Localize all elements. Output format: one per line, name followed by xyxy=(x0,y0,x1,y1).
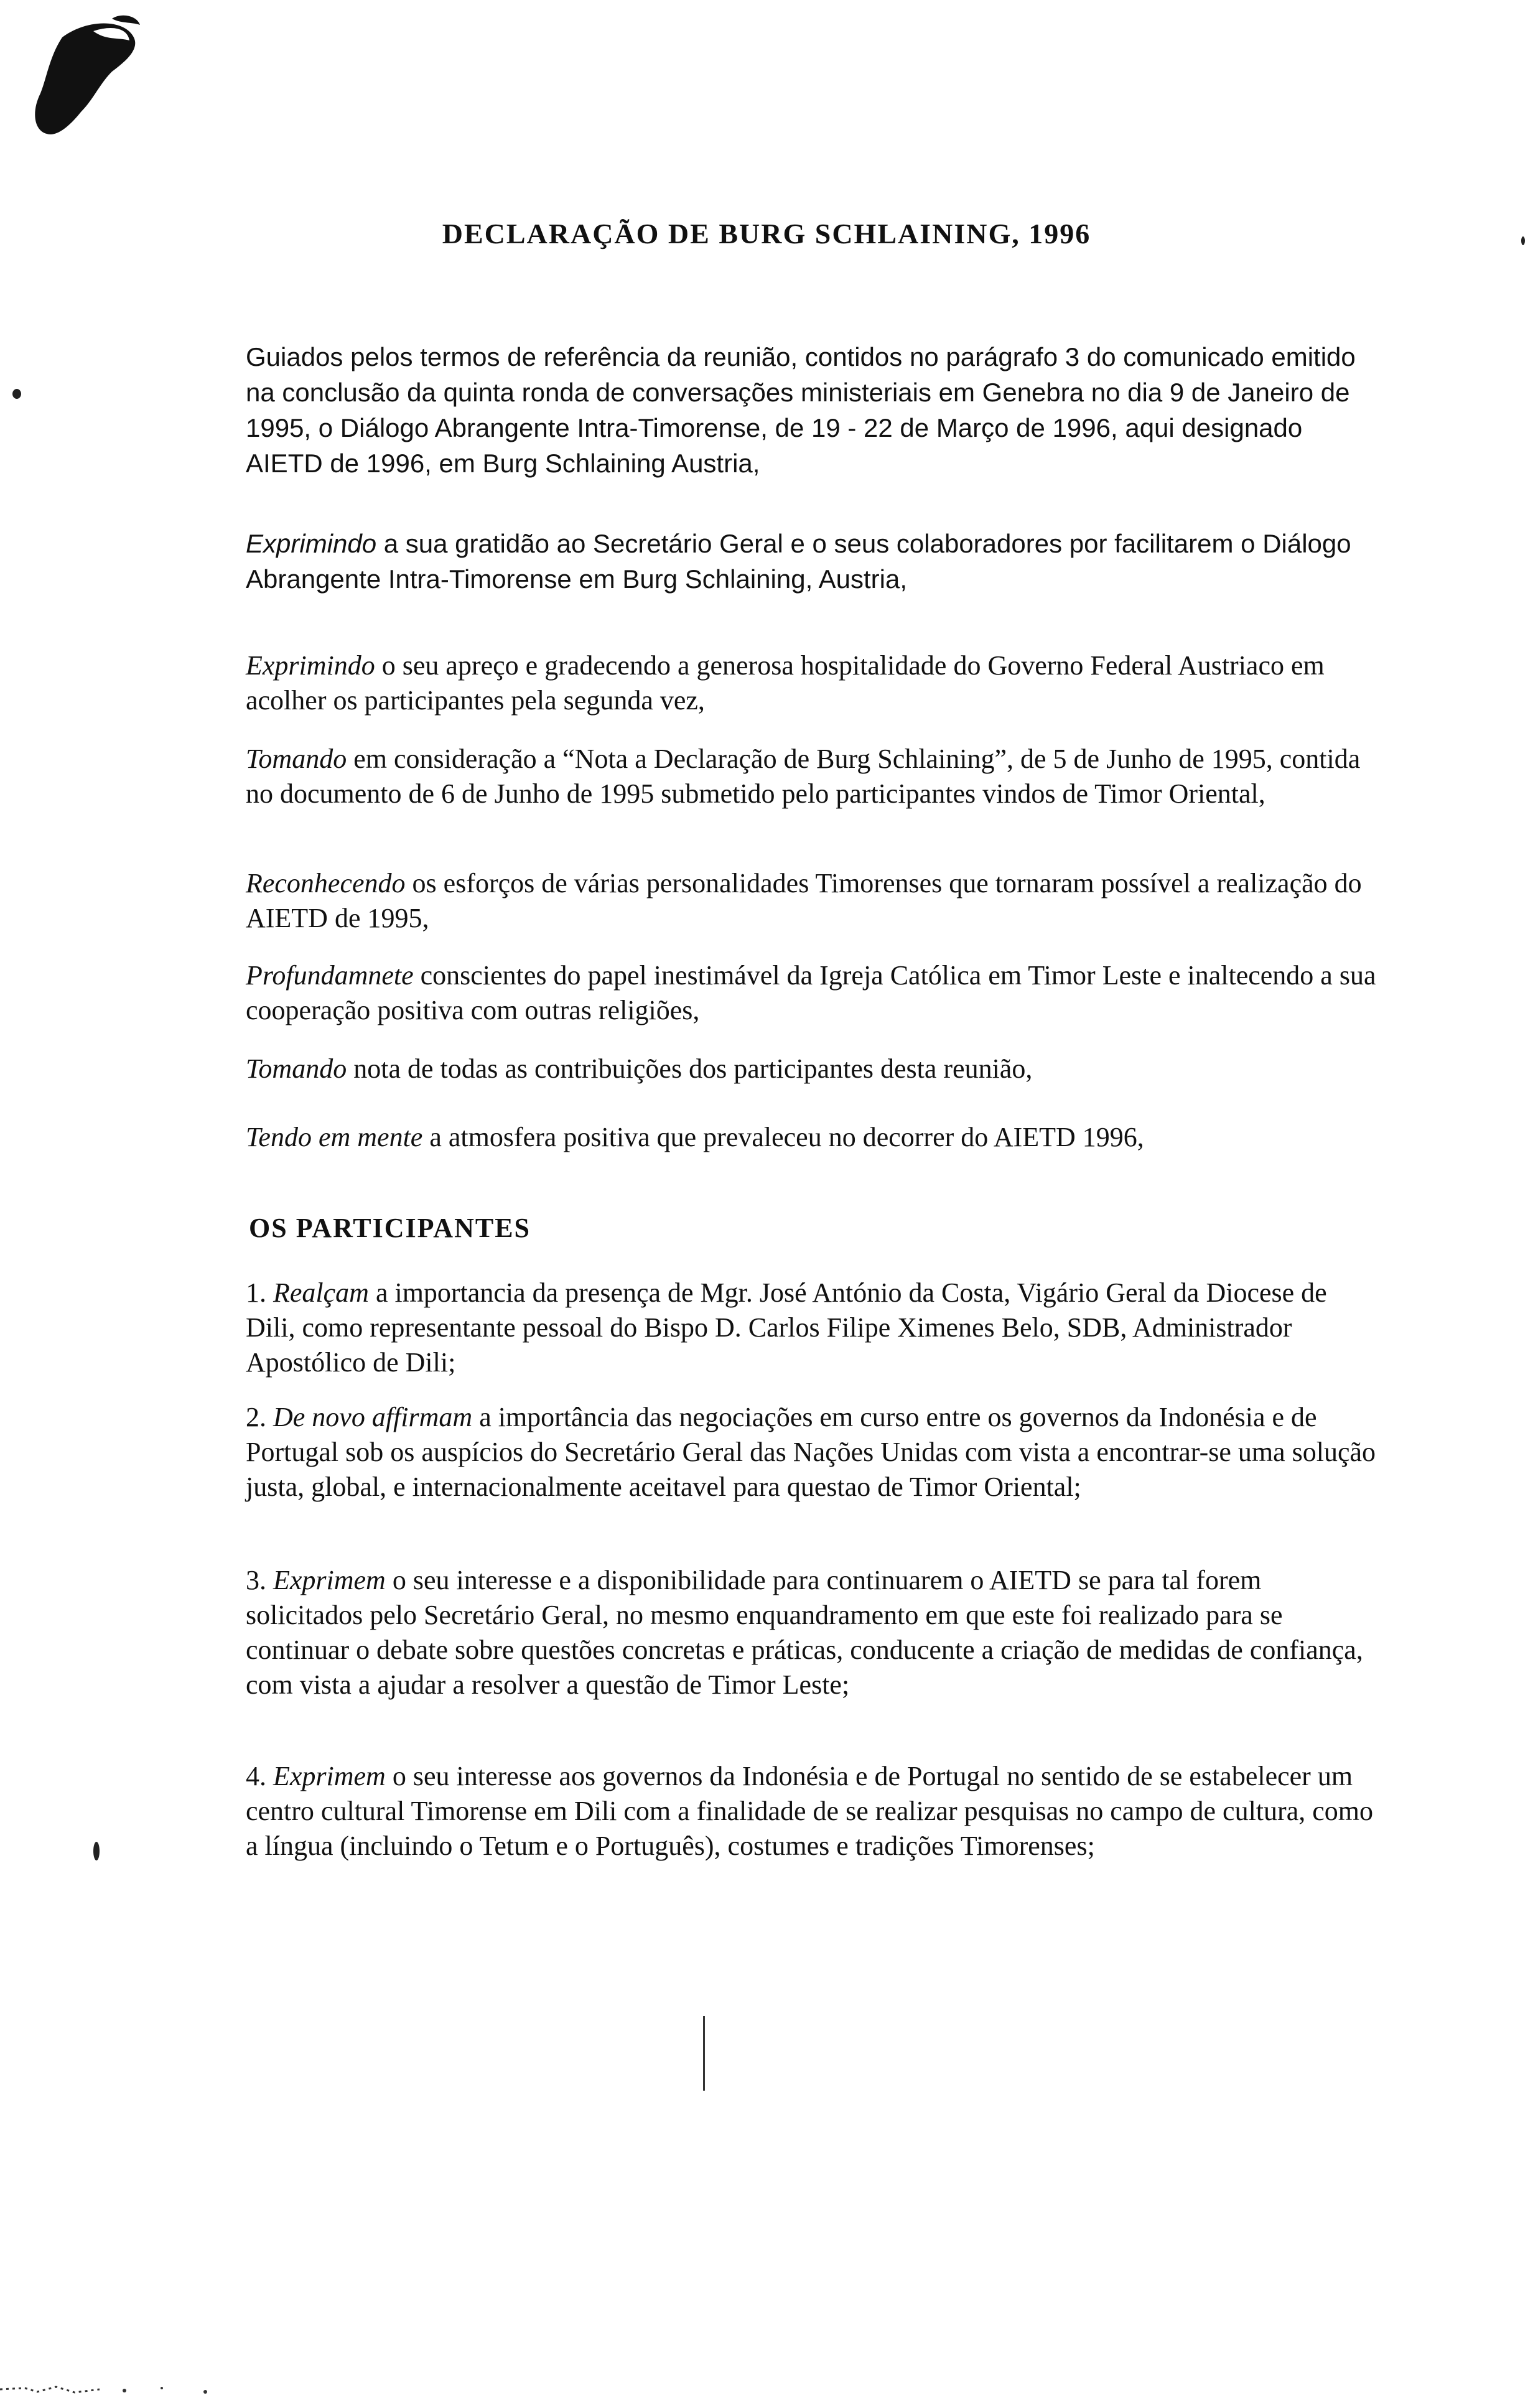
item-lead: Exprimem xyxy=(273,1761,386,1791)
scan-line-artifact xyxy=(703,2016,705,2091)
paragraph-lead: Tomando xyxy=(246,1053,347,1084)
item-number: 3. xyxy=(246,1565,273,1595)
item-text: a importancia da presença de Mgr. José António da Costa, Vigário Geral da Diocese de Dili, como representante pessoal do Bispo D. Carlos Filipe Ximenes Belo, SDB, Administrador Apostólico de Dili; xyxy=(246,1277,1327,1378)
item-text: o seu interesse e a disponibilidade para continuarem o AIETD se para tal forem solicitados pelo Secretário Geral, no mesmo enquandramento em que este foi realizado para se continuar o debate sobre questões concretas e práticas, conducente a criação de medidas de confiança, com vista a ajudar a resolver a questão de Timor Leste; xyxy=(246,1565,1363,1700)
intro-paragraph xyxy=(246,526,1378,597)
paragraph-lead: Profundamnete xyxy=(246,960,414,991)
paragraph-lead: Tendo em mente xyxy=(246,1122,423,1152)
scan-speck xyxy=(93,1842,100,1860)
document-title: DECLARAÇÃO DE BURG SCHLAINING, 1996 xyxy=(442,217,1091,250)
item-text: a importância das negociações em curso entre os governos da Indonésia e de Portugal sob os auspícios do Secretário Geral das Nações Unidas com vista a encontrar-se uma solução justa, global, e internacionalmente aceitavel para questao de Timor Oriental; xyxy=(246,1402,1376,1502)
numbered-item xyxy=(246,1759,1378,1864)
paragraph-text: a atmosfera positiva que prevaleceu no decorrer do AIETD 1996, xyxy=(422,1122,1144,1152)
numbered-item xyxy=(246,1276,1378,1380)
intro-paragraph xyxy=(246,866,1378,936)
item-lead: Realçam xyxy=(273,1277,369,1308)
paragraph-lead: Tomando xyxy=(246,744,347,774)
paragraph-text: nota de todas as contribuições dos participantes desta reunião, xyxy=(347,1053,1033,1084)
item-number: 1. xyxy=(246,1277,273,1308)
paragraph-lead: Exprimindo xyxy=(246,529,377,558)
paragraph-text: conscientes do papel inestimável da Igreja Católica em Timor Leste e inaltecendo a sua cooperação positiva com outras religiões, xyxy=(246,960,1376,1025)
item-number: 2. xyxy=(246,1402,273,1432)
intro-paragraph xyxy=(246,742,1378,811)
section-heading: OS PARTICIPANTES xyxy=(249,1213,531,1243)
scan-speck xyxy=(12,389,21,399)
numbered-item xyxy=(246,1563,1378,1702)
scan-noise xyxy=(0,2364,373,2402)
paragraph-text: Guiados pelos termos de referência da reunião, contidos no parágrafo 3 do comunicado emitido na conclusão da quinta ronda de conversações ministeriais em Genebra no dia 9 de Janeiro de 1995, o Diálogo Abrangente Intra-Timorense, de 19 - 22 de Março de 1996, aqui designado AIETD de 1996, em Burg Schlaining Austria, xyxy=(246,342,1356,478)
intro-paragraph xyxy=(246,648,1378,718)
intro-paragraph xyxy=(246,339,1378,481)
item-lead: Exprimem xyxy=(273,1565,386,1595)
intro-paragraph xyxy=(246,958,1378,1028)
numbered-item xyxy=(246,1400,1378,1505)
item-lead: De novo affirmam xyxy=(273,1402,473,1432)
paragraph-text: em consideração a “Nota a Declaração de Burg Schlaining”, de 5 de Junho de 1995, contida no documento de 6 de Junho de 1995 submetido pelo participantes vindos de Timor Oriental, xyxy=(246,744,1361,809)
intro-paragraph xyxy=(246,1120,1378,1155)
paragraph-lead: Exprimindo xyxy=(246,650,375,681)
paragraph-lead: Reconhecendo xyxy=(246,868,406,898)
ink-blot-mark xyxy=(19,12,143,174)
intro-paragraph xyxy=(246,1052,1378,1086)
item-text: o seu interesse aos governos da Indonésia e de Portugal no sentido de se estabelecer um centro cultural Timorense em Dili com a finalidade de se realizar pesquisas no campo de cultura, como a língua (incluindo o Tetum e o Português), costumes e tradições Timorenses; xyxy=(246,1761,1373,1861)
paragraph-text: o seu apreço e gradecendo a generosa hospitalidade do Governo Federal Austriaco em acolher os participantes pela segunda vez, xyxy=(246,650,1325,716)
paragraph-text: os esforços de várias personalidades Timorenses que tornaram possível a realização do AIETD de 1995, xyxy=(246,868,1362,933)
item-number: 4. xyxy=(246,1761,273,1791)
paragraph-text: a sua gratidão ao Secretário Geral e o seus colaboradores por facilitarem o Diálogo Abrangente Intra-Timorense em Burg Schlaining, Austria, xyxy=(246,529,1351,594)
